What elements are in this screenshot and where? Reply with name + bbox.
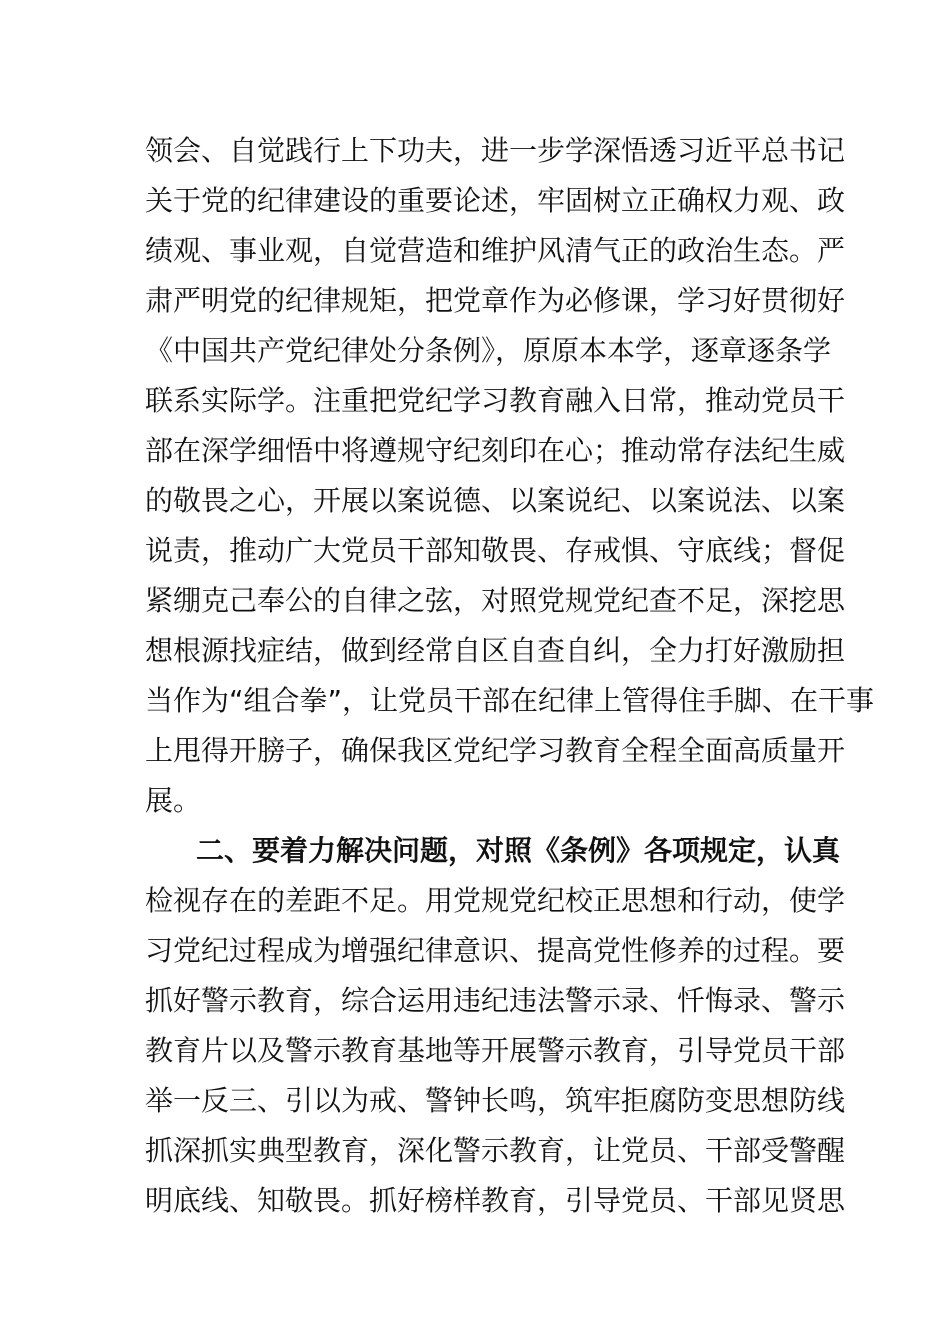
text-line: 肃严明党的纪律规矩，把党章作为必修课，学习好贯彻好	[145, 284, 846, 317]
text-line: 绩观、事业观，自觉营造和维护风清气正的政治生态。严	[145, 234, 846, 267]
text-line: 当作为“组合拳”，让党员干部在纪律上管得住手脚、在干事	[145, 684, 875, 717]
text-line: 明底线、知敬畏。抓好榜样教育，引导党员、干部见贤思	[145, 1184, 846, 1217]
text-line: 举一反三、引以为戒、警钟长鸣，筑牢拒腐防变思想防线	[145, 1084, 846, 1117]
text-line: 检视存在的差距不足。用党规党纪校正思想和行动，使学	[145, 884, 846, 917]
text-line: 抓好警示教育，综合运用违纪违法警示录、忏悔录、警示	[145, 984, 846, 1017]
text-line: 紧绷克己奉公的自律之弦，对照党规党纪查不足，深挖思	[145, 584, 846, 617]
text-line: 上甩得开膀子，确保我区党纪学习教育全程全面高质量开	[145, 734, 846, 767]
text-line: 展。	[145, 784, 202, 817]
text-line: 想根源找症结，做到经常自区自查自纠，全力打好激励担	[145, 634, 846, 667]
text-line: 教育片以及警示教育基地等开展警示教育，引导党员干部	[145, 1034, 846, 1067]
section-heading: 二、要着力解决问题，对照《条例》各项规定，认真	[196, 834, 841, 867]
text-line: 抓深抓实典型教育，深化警示教育，让党员、干部受警醒	[145, 1134, 846, 1167]
text-line: 《中国共产党纪律处分条例》，原原本本学，逐章逐条学	[145, 334, 832, 367]
text-line: 习党纪过程成为增强纪律意识、提高党性修养的过程。要	[145, 934, 846, 967]
text-line: 关于党的纪律建设的重要论述，牢固树立正确权力观、政	[145, 184, 846, 217]
text-line: 联系实际学。注重把党纪学习教育融入日常，推动党员干	[145, 384, 846, 417]
text-line: 的敬畏之心，开展以案说德、以案说纪、以案说法、以案	[145, 484, 846, 517]
text-line: 部在深学细悟中将遵规守纪刻印在心；推动常存法纪生威	[145, 434, 846, 467]
text-line: 说责，推动广大党员干部知敬畏、存戒惧、守底线；督促	[145, 534, 846, 567]
text-line: 领会、自觉践行上下功夫，进一步学深悟透习近平总书记	[145, 134, 846, 167]
